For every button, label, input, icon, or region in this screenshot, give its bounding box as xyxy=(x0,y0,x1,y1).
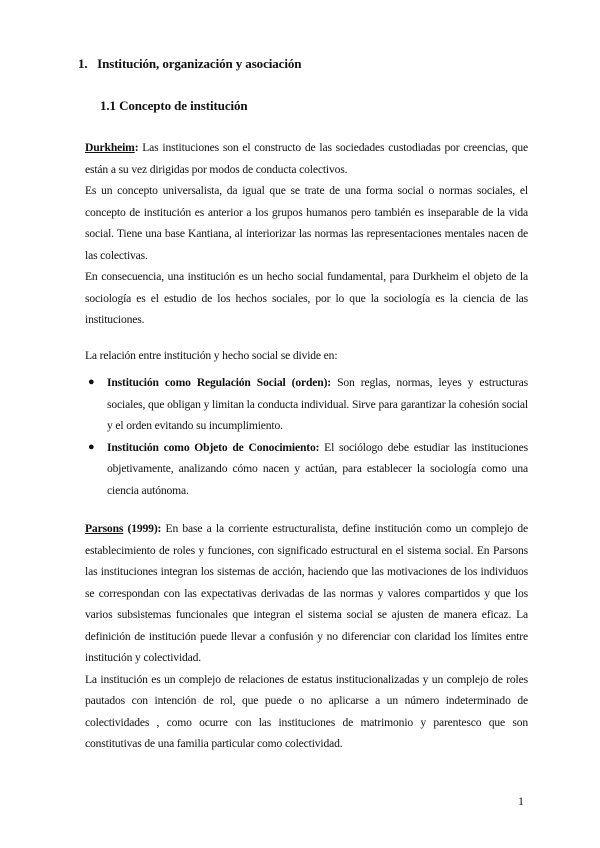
page-number: 1 xyxy=(518,794,524,808)
bullet-text: Son reglas, normas, leyes y estructuras sociales, que obligan y limitan la conducta individual. Sirve para garantizar la cohesión social y el orden evitando su incumplimiento. xyxy=(107,376,528,432)
bullet-text: El sociólogo debe estudiar las instituciones objetivamente, analizando cómo nacen y actúan, para establecer la sociología como una ciencia autónoma. xyxy=(107,440,528,497)
section-title: Institución, organización y asociación xyxy=(97,56,302,71)
section-heading xyxy=(78,56,301,72)
section-number: 1. xyxy=(78,56,88,71)
bullet-title: Institución como Objeto de Conocimiento: xyxy=(107,440,320,454)
list-item xyxy=(85,372,528,437)
bullet-icon: ● xyxy=(88,376,95,388)
subsection-heading: 1.1 Concepto de institución xyxy=(100,98,248,113)
bullet-icon: ● xyxy=(88,440,95,453)
author-parsons: Parsons xyxy=(85,522,124,535)
durkheim-text-1: Las instituciones son el constructo de las sociedades custodiadas por creencias, que están a su vez dirigidas por modos de conducta colectivos. xyxy=(85,141,528,176)
author-colon: : xyxy=(134,141,139,154)
bullet-title: Institución como Regulación Social (orden): xyxy=(107,376,332,389)
parsons-paragraph xyxy=(85,518,528,755)
list-item xyxy=(85,437,528,502)
relation-intro: La relación entre institución y hecho social se divide en: xyxy=(85,349,338,362)
author-durkheim: Durkheim xyxy=(85,141,135,154)
parsons-text-1: En base a la corriente estructuralista, define institución como un complejo de establecimiento de roles y funciones, con significado estructural en el sistema social. En Parsons las instituciones integran los sistemas de acción, haciendo que las motivaciones de los individuos se correspondan con las expectativas derivadas de las normas y valores compartidos y que los varios subsistemas funcionales que integran el sistema social se ajusten de manera eficaz. La definición de institución puede llevar a confusión y no diferenciar con claridad los límites entre institución y colectividad. xyxy=(85,522,528,664)
durkheim-text-2: Es un concepto universalista, da igual que se trate de una forma social o normas sociales, el concepto de institución es anterior a los grupos humanos pero también es inseparable de la vida social. Tiene una base Kantiana, al interiorizar las normas las representaciones mentales nacen de las colectivas. xyxy=(85,184,528,262)
parsons-year: (1999): xyxy=(123,522,162,535)
durkheim-paragraph xyxy=(85,137,528,331)
durkheim-text-3: En consecuencia, una institución es un hecho social fundamental, para Durkheim el objeto de la sociología es el estudio de los hechos sociales, por lo que la sociología es la ciencia de las instituciones. xyxy=(85,270,528,326)
bullet-list xyxy=(85,372,528,501)
parsons-text-2: La institución es un complejo de relaciones de estatus institucionalizadas y un complejo de roles pautados con intención de rol, que puede o no aplicarse a un número indeterminado de colectividades , como ocurre con las instituciones de matrimonio y parentesco que son constitutivas de una familia particular como colectividad. xyxy=(85,672,528,750)
